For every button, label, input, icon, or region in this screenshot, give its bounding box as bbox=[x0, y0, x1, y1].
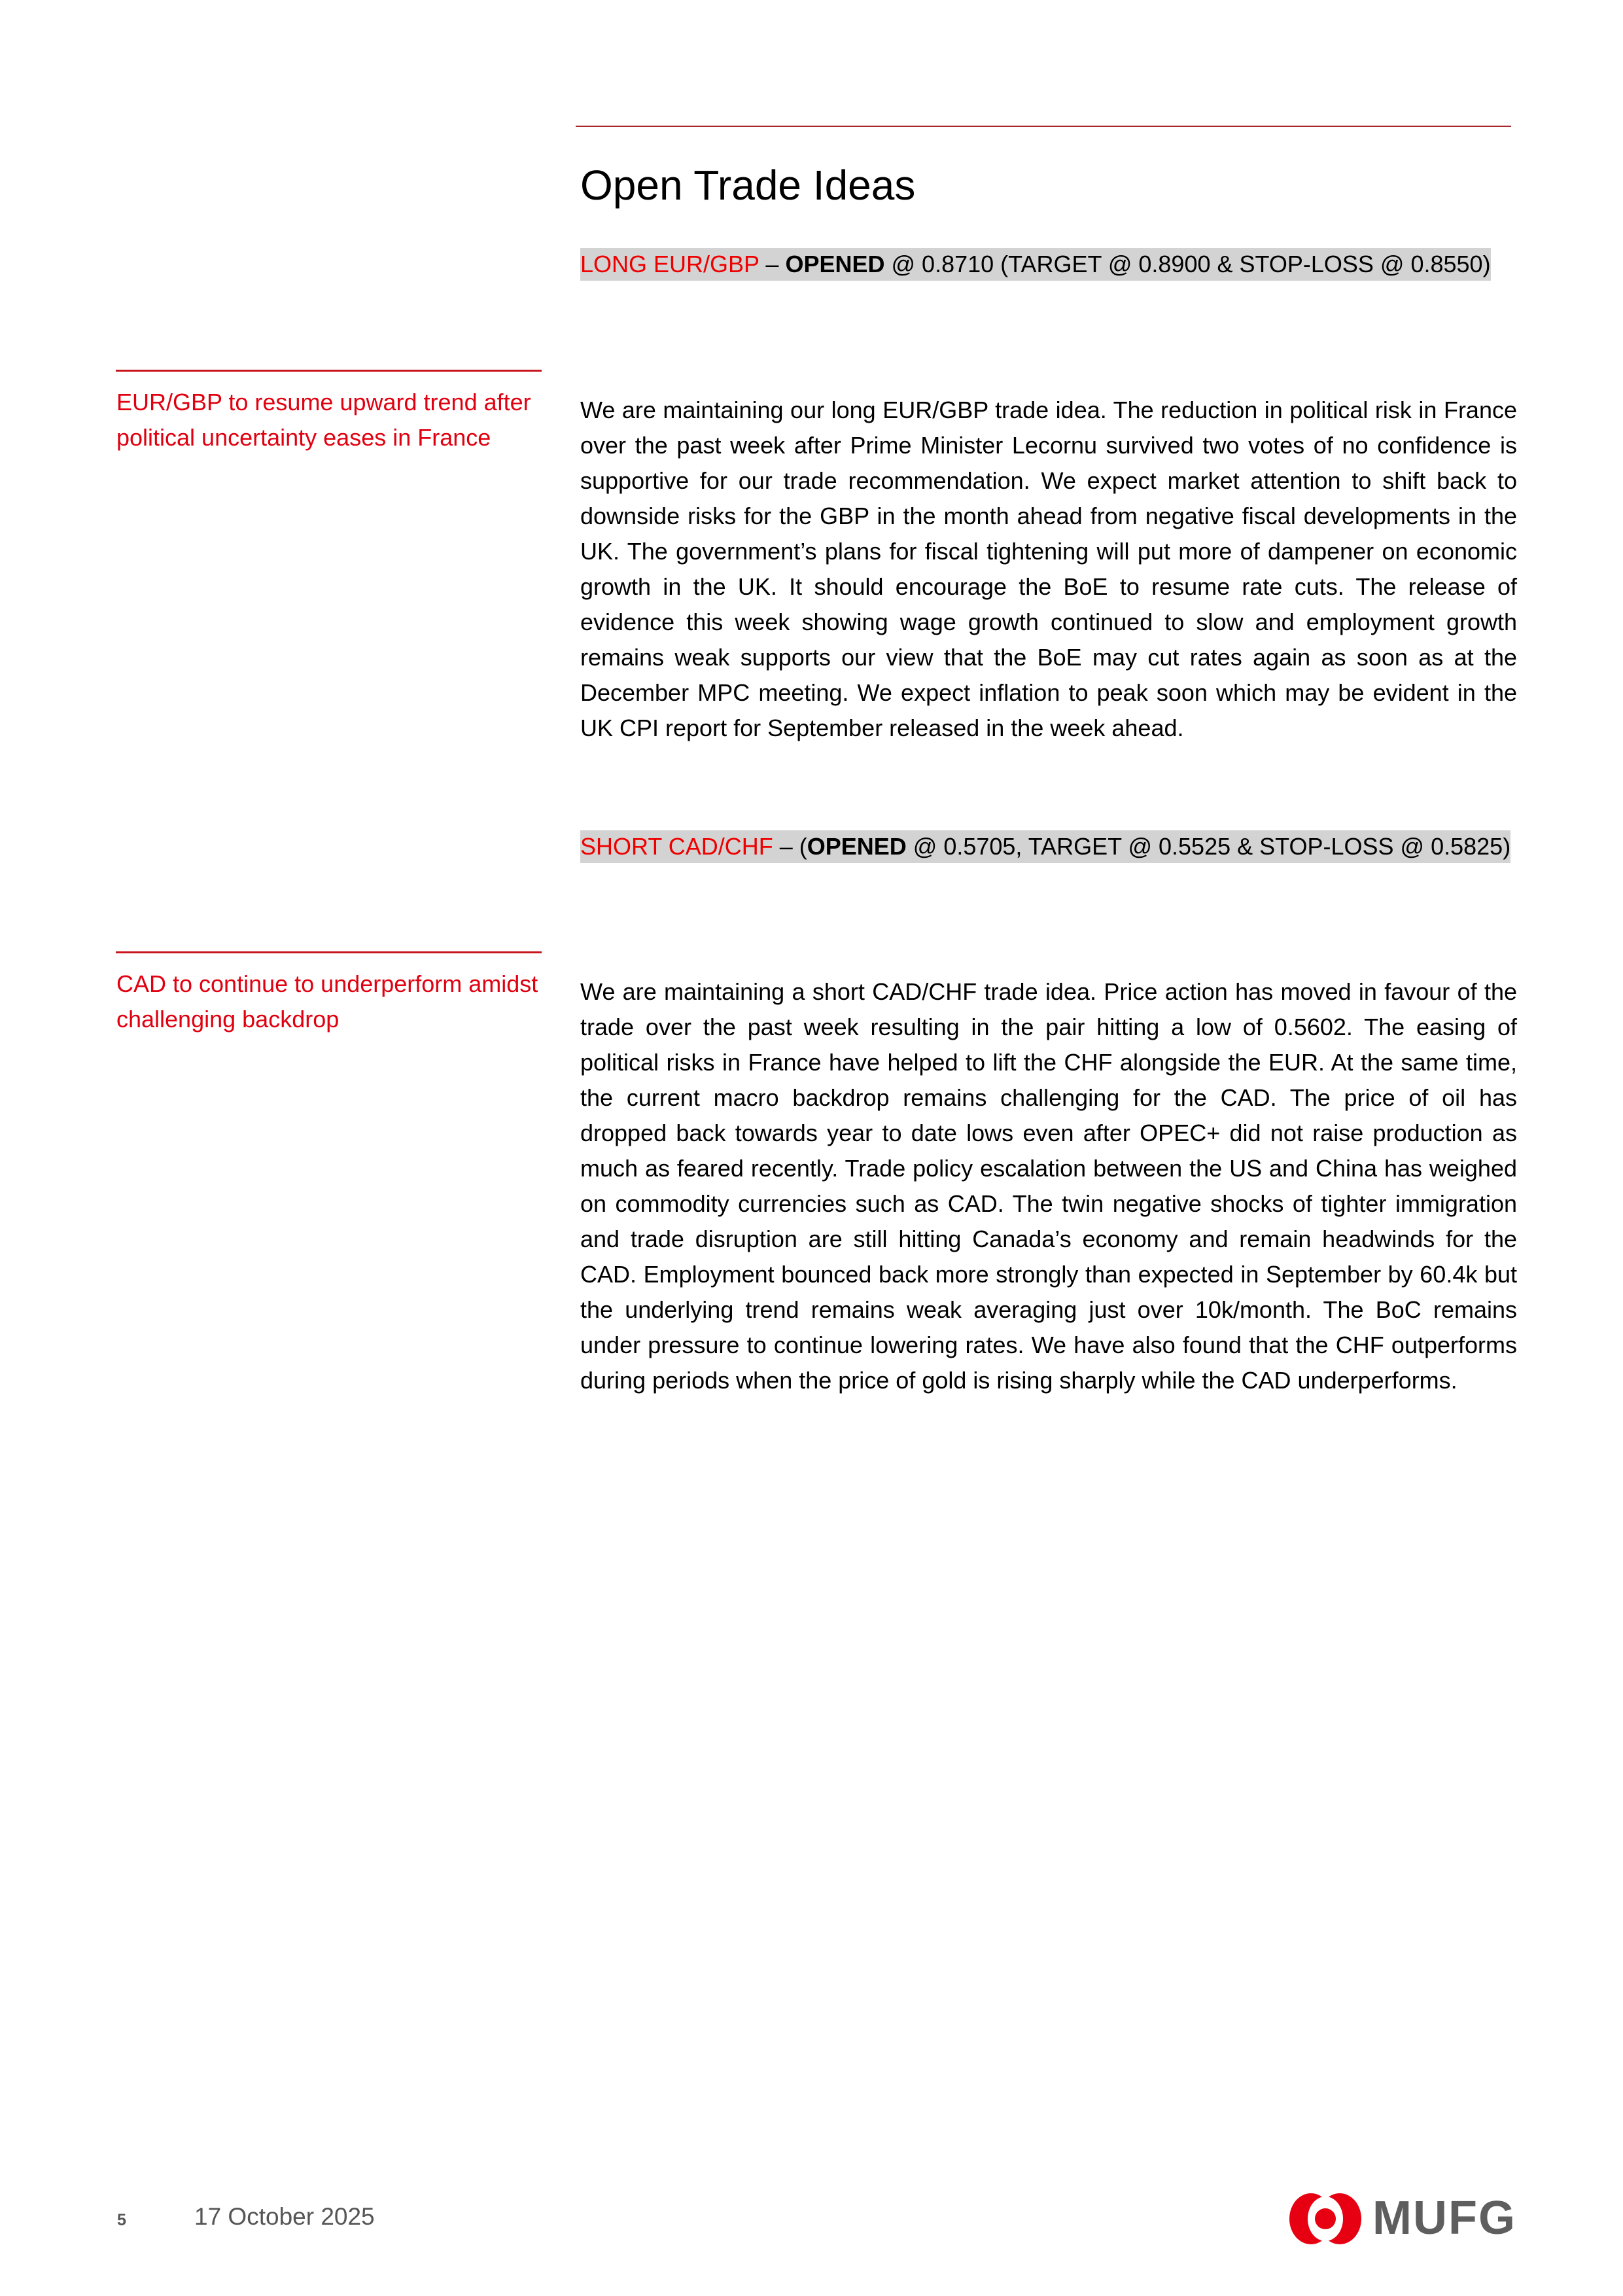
trade-header-highlight bbox=[580, 248, 1491, 281]
page-title: Open Trade Ideas bbox=[580, 162, 916, 209]
sidebar-rule bbox=[116, 370, 542, 372]
sidebar-note-eurgbp: EUR/GBP to resume upward trend after political uncertainty eases in France bbox=[116, 389, 531, 451]
trade-pair-label: LONG EUR/GBP bbox=[580, 251, 759, 277]
trade-details: @ 0.5705, TARGET @ 0.5525 & STOP-LOSS @ 0.5825) bbox=[906, 833, 1511, 860]
trade-body-cadchf: We are maintaining a short CAD/CHF trade idea. Price action has moved in favour of the trade over the past week resulting in the pair hitting a low of 0.5602. The easing of political risks in France have helped to lift the CHF alongside the EUR. At the same time, the current macro backdrop remains challenging for the CAD. The price of oil has dropped back towards year to date lows even after OPEC+ did not raise production as much as feared recently. Trade policy escalation between the US and China has weighed on commodity currencies such as CAD. The twin negative shocks of tighter immigration and trade disruption are still hitting Canada’s economy and remain headwinds for the CAD. Employment bounced back more strongly than expected in September by 60.4k but the underlying trend remains weak averaging just over 10k/month. The BoC remains under pressure to continue lowering rates. We have also found that the CHF outperforms during periods when the price of gold is rising sharply while the CAD underperforms. bbox=[580, 978, 1517, 1394]
trade-body-eurgbp: We are maintaining our long EUR/GBP trade idea. The reduction in political risk in France over the past week after Prime Minister Lecornu survived two votes of no confidence is supportive for our trade recommendation. We expect market attention to shift back to downside risks for the GBP in the month ahead from negative fiscal developments in the UK. The government’s plans for fiscal tightening will put more of dampener on economic growth in the UK. It should encourage the BoE to resume rate cuts. The release of evidence this week showing wage growth continued to slow and employment growth remains weak supports our view that the BoE may cut rates again as soon as at the December MPC meeting. We expect inflation to peak soon which may be evident in the UK CPI report for September released in the week ahead. bbox=[580, 397, 1517, 741]
trade-separator: – bbox=[759, 251, 786, 277]
trade-pair-label: SHORT CAD/CHF bbox=[580, 833, 773, 860]
sidebar-note-cadchf: CAD to continue to underperform amidst challenging backdrop bbox=[116, 970, 538, 1033]
trade-opened-label: OPENED bbox=[807, 833, 907, 860]
section-top-rule bbox=[576, 126, 1511, 127]
trade-opened-label: OPENED bbox=[785, 251, 885, 277]
mufg-logo-icon bbox=[1289, 2192, 1362, 2246]
trade-details: @ 0.8710 (TARGET @ 0.8900 & STOP-LOSS @ 0.8550) bbox=[884, 251, 1491, 277]
trade-header-cadchf bbox=[580, 829, 1522, 864]
page-number: 5 bbox=[117, 2211, 126, 2229]
trade-header-eurgbp bbox=[580, 247, 1522, 282]
footer-date: 17 October 2025 bbox=[194, 2203, 375, 2230]
trade-separator: – ( bbox=[773, 833, 807, 860]
mufg-logo-wordmark: MUFG bbox=[1372, 2192, 1516, 2244]
trade-header-highlight bbox=[580, 830, 1510, 863]
sidebar-rule bbox=[116, 951, 542, 953]
